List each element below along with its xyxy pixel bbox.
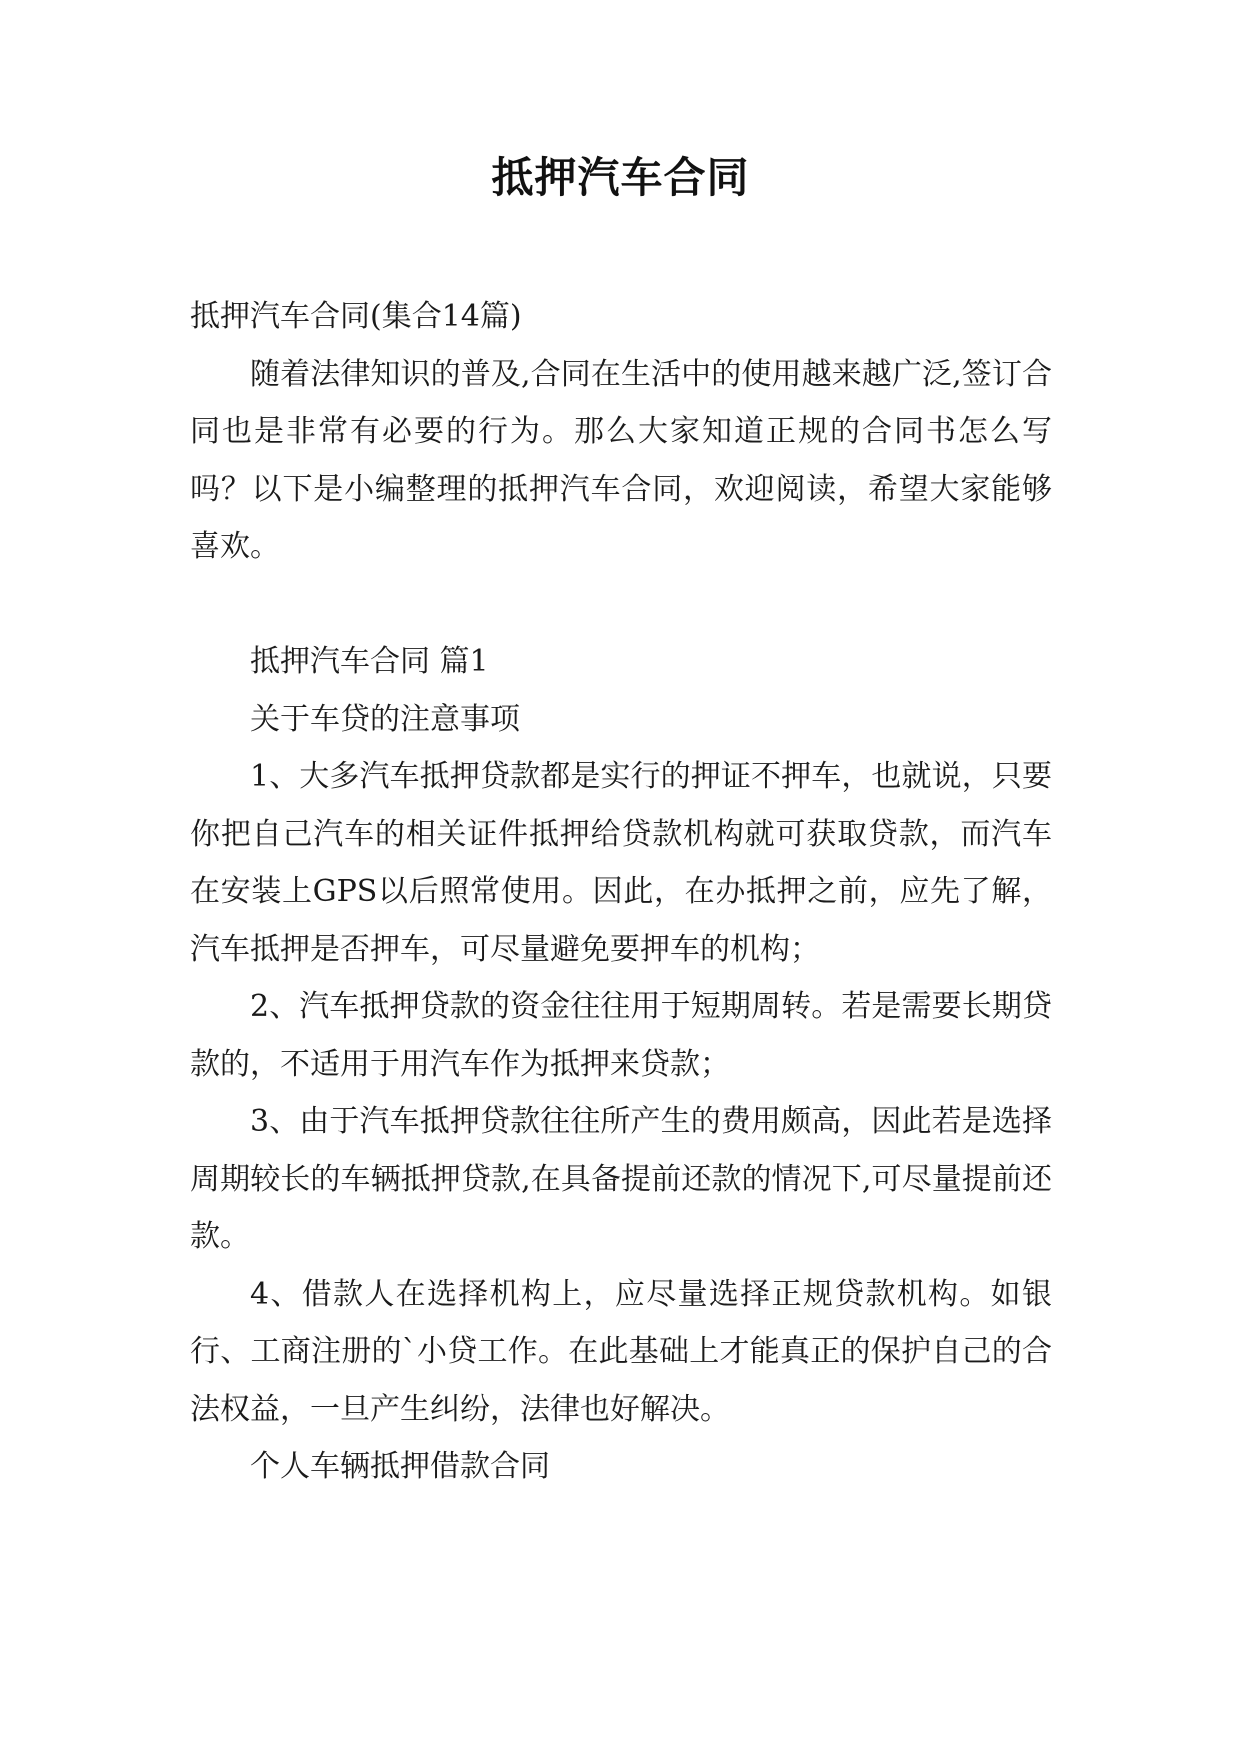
notice-heading: 关于车贷的注意事项	[250, 701, 520, 737]
notice-item-4: 4、借款人在选择机构上，应尽量选择正规贷款机构。如银行、工商注册的`小贷工作。在此基础上才能真正的保护自己的合法权益，一旦产生纠纷，法律也好解决。	[190, 1276, 1052, 1427]
intro-paragraph: 随着法律知识的普及,合同在生活中的使用越来越广泛,签订合同也是非常有必要的行为。那么大家知道正规的合同书怎么写吗？以下是小编整理的抵押汽车合同，欢迎阅读，希望大家能够喜欢。	[190, 356, 1052, 564]
document-title: 抵押汽车合同	[491, 153, 750, 202]
paragraph-spacer	[190, 576, 1052, 634]
notice-item-3: 3、由于汽车抵押贷款往往所产生的费用颇高，因此若是选择周期较长的车辆抵押贷款,在具备提前还款的情况下,可尽量提前还款。	[190, 1104, 1052, 1254]
document-body	[190, 288, 1052, 1496]
section-heading: 抵押汽车合同 篇1	[250, 644, 489, 679]
notice-item-1: 1、大多汽车抵押贷款都是实行的押证不押车，也就说，只要你把自己汽车的相关证件抵押给贷款机构就可获取贷款，而汽车在安装上GPS以后照常使用。因此，在办抵押之前，应先了解，汽车抵押是否押车，可尽量避免要押车的机构；	[190, 759, 1052, 967]
contract-heading: 个人车辆抵押借款合同	[250, 1449, 550, 1484]
notice-item-2: 2、汽车抵押贷款的资金往往用于短期周转。若是需要长期贷款的，不适用于用汽车作为抵押来贷款；	[190, 989, 1052, 1082]
document-subtitle: 抵押汽车合同(集合14篇)	[190, 299, 522, 334]
